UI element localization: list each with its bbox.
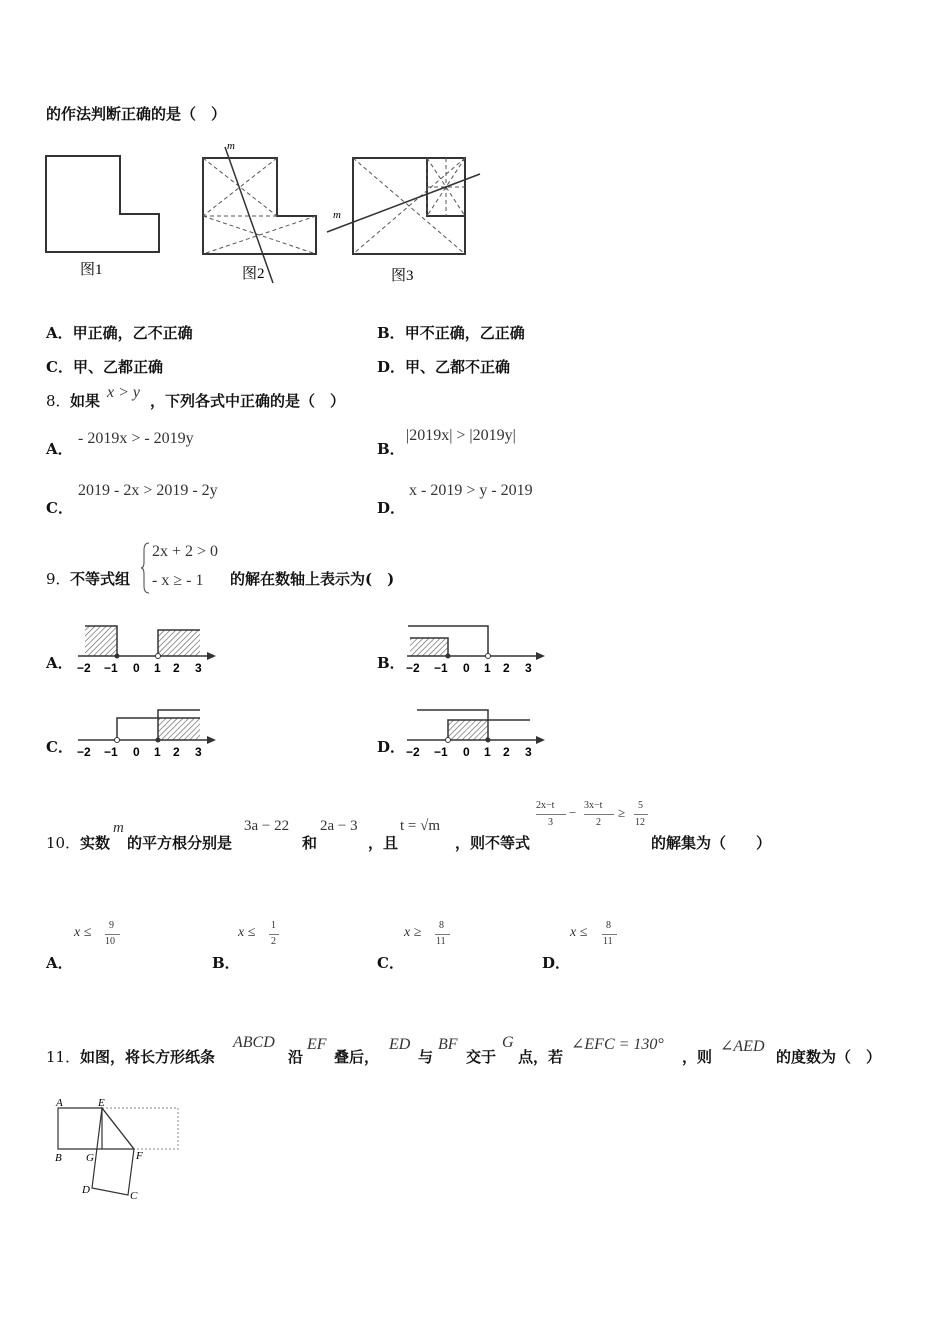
minus-sign: − [569,805,577,820]
tick-0: 0 [463,745,470,759]
q8-pre: 如果 [70,392,101,410]
vertex-c-label: C [130,1190,138,1202]
q8-option-c-math: 2019 - 2x > 2019 - 2y [78,482,218,499]
frac3-den: 12 [635,817,645,828]
vertex-b-label: B [55,1152,62,1164]
tick-neg1: −1 [434,745,448,759]
q10-m: m [113,820,124,836]
q9-numberline-a [76,622,221,680]
q9-numberline-d [405,706,550,764]
tick-3: 3 [195,661,202,675]
q8-option-d-letter[interactable]: D． [377,499,406,517]
line-m-label: m [227,140,235,152]
q10-text-3: 和 [302,834,318,852]
q7-figure-1 [40,150,170,285]
q10-option-a-letter[interactable]: A． [46,954,73,972]
q10-option-b-math: x ≤ 1 2 [238,920,288,952]
q11-angle-efc: ∠EFC = 130° [571,1036,664,1053]
q10-option-c-math: x ≥ 8 11 [404,920,454,952]
axis-tick-labels [77,661,202,675]
vertex-g-label: G [86,1152,94,1164]
q11-ed: ED [389,1036,411,1053]
tick-neg1: −1 [104,745,118,759]
frac3-num: 5 [638,800,643,811]
q10-root-1: 3a − 22 [244,818,290,834]
q10-option-a-math: x ≤ 9 10 [74,920,124,952]
axis-tick-labels [77,745,202,759]
q11-text-8: 的度数为（ ） [776,1048,882,1066]
tick-0: 0 [463,661,470,675]
q7-figure-3 [325,150,490,290]
q7-figure-2 [195,135,335,285]
q11-folded-rectangle-figure [50,1095,185,1205]
tick-1: 1 [484,661,491,675]
tick-neg1: −1 [434,661,448,675]
q7-option-b[interactable]: B．甲不正确，乙正确 [377,324,525,342]
q8-option-d-math: x - 2019 > y - 2019 [409,482,533,499]
frac1-den: 3 [548,817,553,828]
tick-2: 2 [173,661,180,675]
tick-neg2: −2 [77,745,91,759]
vertex-e-label: E [98,1097,105,1109]
q8-option-b-letter[interactable]: B． [377,440,405,458]
q7-option-c[interactable]: C．甲、乙都正确 [46,358,163,376]
line-m-label: m [333,209,341,221]
tick-1: 1 [154,745,161,759]
q8-option-b-math: |2019x| > |2019y| [406,427,516,444]
q8-option-a-math: - 2019x > - 2019y [78,430,194,447]
q9-option-a-letter[interactable]: A． [46,654,73,672]
q11-angle-aed: ∠AED [720,1038,765,1055]
q10-number: 10． [46,834,81,852]
q11-text-3: 叠后， [334,1048,380,1066]
tick-1: 1 [484,745,491,759]
q11-number: 11． [46,1048,81,1066]
q8-post: ，下列各式中正确的是（ ） [150,392,346,410]
q9-pre: 不等式组 [70,570,131,588]
q9-option-b-letter[interactable]: B． [377,654,405,672]
q11-text-2: 沿 [288,1048,304,1066]
q7-option-a[interactable]: A．甲正确，乙不正确 [46,324,193,342]
q10-text-6: 的解集为（ ） [651,834,772,852]
vertex-a-label: A [56,1097,63,1109]
q10-option-b-letter[interactable]: B． [212,954,240,972]
axis-tick-labels [406,661,532,675]
q8-option-a-letter[interactable]: A． [46,440,73,458]
geq-sign: ≥ [618,805,626,820]
l-shape-outline [46,156,159,252]
vertex-f-label: F [136,1150,143,1162]
line-m [327,174,480,232]
q8-condition: x > y [107,384,140,401]
q7-stem: 的作法判断正确的是（ ） [46,105,227,123]
tick-3: 3 [525,745,532,759]
frac2-num: 3x−t [584,800,603,811]
tick-2: 2 [173,745,180,759]
tick-neg1: −1 [104,661,118,675]
fig3-caption: 图3 [391,268,414,284]
q9-numberline-c [76,706,221,764]
axis-tick-labels [406,745,532,759]
q11-text-5: 交于 [466,1048,497,1066]
q10-option-d-math: x ≤ 8 11 [570,920,620,952]
q10-inequality [536,798,651,832]
tick-1: 1 [154,661,161,675]
q9-option-d-letter[interactable]: D． [377,738,406,756]
tick-0: 0 [133,661,140,675]
q9-number: 9． [46,570,71,588]
q10-root-2: 2a − 3 [320,818,358,834]
q9-numberline-b [405,622,550,680]
q11-bf: BF [438,1036,458,1053]
q9-inequality-2: - x ≥ - 1 [152,572,204,589]
q9-inequality-1: 2x + 2 > 0 [152,543,219,560]
q10-text-2: 的平方根分别是 [127,834,233,852]
frac1-num: 2x−t [536,800,555,811]
tick-0: 0 [133,745,140,759]
q8-number: 8． [46,392,71,410]
q11-text-1: 如图，将长方形纸条 [80,1048,216,1066]
q11-text-6: 点，若 [518,1048,564,1066]
tick-neg2: −2 [77,661,91,675]
q10-text-4: ，且 [368,834,399,852]
q8-option-c-letter[interactable]: C． [46,499,73,517]
tick-neg2: −2 [406,661,420,675]
q10-option-d-letter[interactable]: D． [542,954,571,972]
q11-text-7: ，则 [682,1048,713,1066]
q7-option-d[interactable]: D．甲、乙都不正确 [377,358,511,376]
tick-2: 2 [503,661,510,675]
tick-3: 3 [195,745,202,759]
frac2-den: 2 [596,817,601,828]
q11-ef: EF [307,1036,327,1053]
vertex-d-label: D [82,1184,90,1196]
q10-option-c-letter[interactable]: C． [377,954,404,972]
q11-g: G [502,1034,514,1051]
fig2-caption: 图2 [242,266,265,282]
q9-post: 的解在数轴上表示为( ) [230,570,395,588]
q11-text-4: 与 [418,1048,434,1066]
tick-3: 3 [525,661,532,675]
q10-text-1: 实数 [80,834,111,852]
q11-abcd: ABCD [233,1034,275,1051]
q9-option-c-letter[interactable]: C． [46,738,73,756]
q9-brace [140,542,150,594]
q10-text-5: ，则不等式 [455,834,531,852]
fig1-caption: 图1 [80,262,103,278]
tick-2: 2 [503,745,510,759]
q10-t-definition: t = √m [400,818,441,834]
tick-neg2: −2 [406,745,420,759]
l-shape-outline [203,158,316,254]
